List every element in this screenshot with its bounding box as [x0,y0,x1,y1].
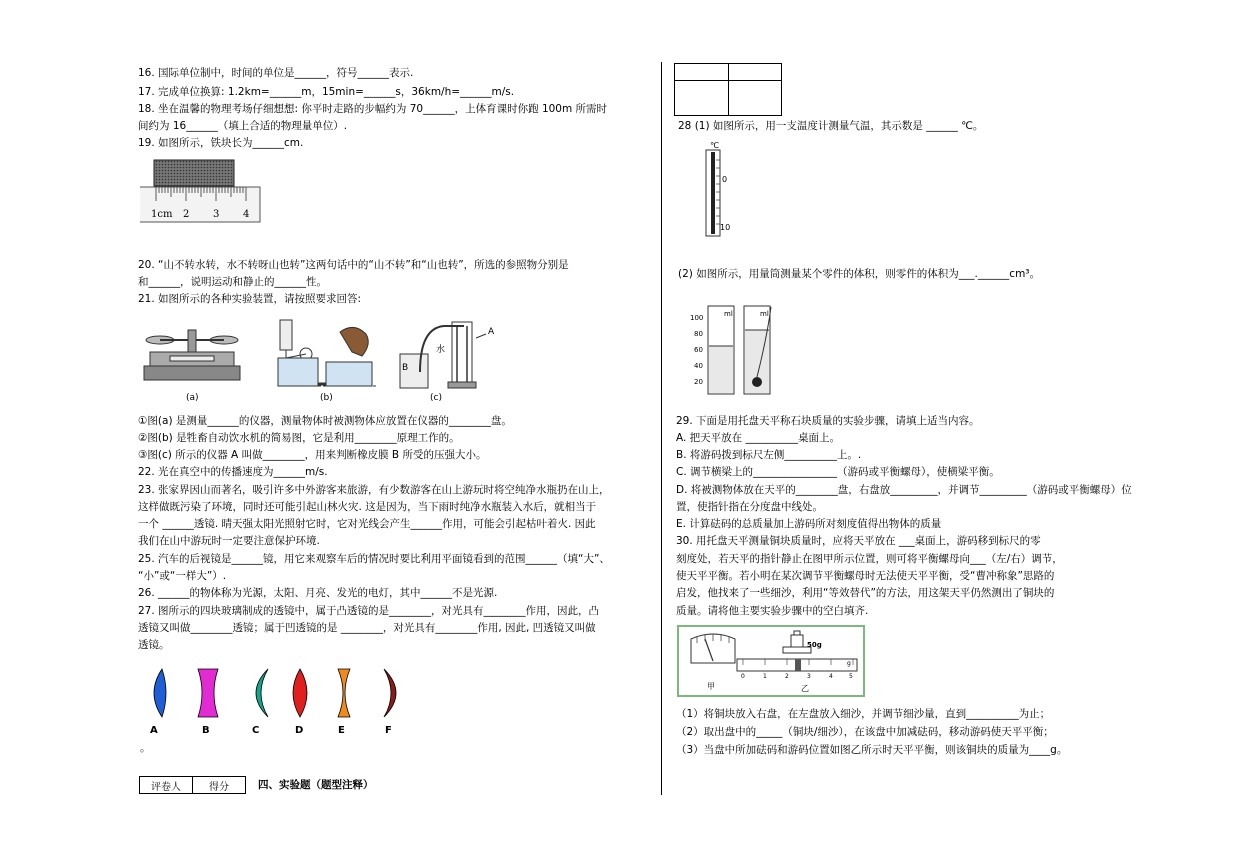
question-29-D2: 置，使指针指在分度盘中线处。 [676,501,823,513]
cyl-tick-40: 40 [694,362,703,370]
question-30-step2: （2）取出盘中的_____（铜块/细沙），在该盘中加减砝码，移动游码使天平平衡； [676,726,1054,738]
balance-apparatus [144,330,240,380]
question-26: 26. ______的物体称为光源，太阳、月亮、发光的电灯，其中______不是光源. [138,587,498,599]
lens-D [293,669,307,717]
question-21-part2: ②图(b) 是牲畜自动饮水机的简易图，它是利用________原理工作的。 [138,432,460,444]
lens-C [256,669,268,717]
lenses-figure [140,663,420,739]
question-30-step3: （3）当盘中所加砝码和游码位置如图乙所示时天平平衡，则该铜块的质量为____g。 [676,744,1068,756]
question-23-line4: 我们在山中游玩时一定要注意保护环境. [138,535,320,547]
question-30-line3: 使天平平衡。若小明在某次调节平衡螺母时无法使天平平衡，受“曹冲称象”思路的 [676,570,1055,582]
question-29-A: A. 把天平放在 __________桌面上。 [676,432,841,444]
section-4-title: 四、实验题（题型注释） [258,779,374,791]
question-29-C: C. 调节横梁上的________________（游码或平衡螺母），使横梁平衡。 [676,466,1000,478]
question-30-line4: 启发，他找来了一些细沙，利用“等效替代”的方法，用这架天平仍然测出了铜块的 [676,587,1055,599]
lens-label-E: E [338,725,345,736]
question-29-E: E. 计算砝码的总质量加上游码所对刻度值得出物体的质量 [676,518,942,530]
trailing-dot: 。 [140,742,151,754]
lens-label-F: F [385,725,392,736]
question-30-line2: 刻度处，若天平的指针静止在图甲所示位置，则可将平衡螺母向___（左/右）调节， [676,553,1063,565]
cyl-tick-20: 20 [694,378,703,386]
ruler-tick-1cm: 1cm [151,209,173,220]
label-B: B [402,363,409,373]
question-27-line2: 透镜又叫做________透镜；属于凹透镜的是 ________，对光具有________作用, 因此, 凹透镜又叫做 [138,622,596,634]
question-23-line1: 23. 张家界因山而著名，吸引许多中外游客来旅游，有少数游客在山上游玩时将空纯净水瓶扔在山上， [138,484,610,496]
fig30-caption-yi: 乙 [801,684,809,693]
question-21-part1: ①图(a) 是测量______的仪器，测量物体时被测物体应放置在仪器的________盘。 [138,415,512,427]
ruler-tick-3: 3 [213,209,220,220]
question-16: 16. 国际单位制中，时间的单位是______，符号______表示. [138,67,414,79]
question-18-line1: 18. 坐在温馨的物理考场仔细想想: 你平时走路的步幅约为 70______，上体育课时你跑 100m 所需时 [138,103,608,115]
fig30-caption-jia: 甲 [707,682,715,691]
ruler-tick-4: 4 [243,209,250,220]
thermo-label-10: 10 [720,223,731,232]
question-23-line3: 一个 ______透镜. 晴天强太阳光照射它时，它对光线会产生______作用，可能会引起枯叶着火. 因此 [138,518,596,530]
label-water: 水 [436,345,446,355]
lens-F [384,669,396,717]
lens-label-D: D [295,725,304,736]
question-18-line2: 间约为 16______（填上合适的物理量单位）. [138,120,348,132]
score-table [139,776,246,794]
cyl-unit-right: ml [760,310,769,318]
question-21-part3: ③图(c) 所示的仪器 A 叫做________，用来判断橡皮膜 B 所受的压强大小。 [138,449,487,461]
question-25-line2: “小”或“一样大”）. [138,570,227,582]
lens-label-C: C [252,725,260,736]
question-20-line1: 20. “山不转水转，水不转呀山也转”这两句话中的“山不转”和“山也转”，所选的参照物分别是 [138,259,569,271]
question-29: 29. 下面是用托盘天平称石块质量的实验步骤，请填上适当内容。 [676,415,980,427]
question-20-line2: 和______，说明运动和静止的______性。 [138,276,327,288]
thermo-unit: ℃ [710,141,719,150]
lens-label-A: A [150,725,158,736]
cyl-tick-80: 80 [694,330,703,338]
caption-a: (a) [186,393,199,403]
drinking-device [278,320,378,386]
ruler-tick-2: 2 [183,209,190,220]
question-21: 21. 如图所示的各种实验装置，请按照要求回答: [138,293,362,305]
fig30-scale-0: 0 [741,673,745,680]
lens-E [338,669,350,717]
cyl-tick-60: 60 [694,346,703,354]
caption-c: (c) [430,393,442,403]
manometer [400,322,486,388]
question-27-line3: 透镜。 [138,639,170,651]
caption-b: (b) [320,393,333,403]
question-28-part2: (2) 如图所示，用量筒测量某个零件的体积，则零件的体积为___.______cm³。 [678,268,1041,280]
question-28-part1: 28 (1) 如图所示，用一支温度计测量气温，其示数是 ______ ℃。 [678,120,984,132]
iron-block [154,160,234,186]
fig30-scale-4: 4 [829,673,833,680]
fig30-weight-label: 50g [807,641,822,649]
cyl-unit-left: ml [724,310,733,318]
fig30-scale-2: 2 [785,673,789,680]
reviewer-cell: 评卷人 [140,777,193,794]
fig30-scale-1: 1 [763,673,767,680]
figure-21 [140,312,520,404]
question-29-B: B. 将游码拨到标尺左侧__________上。. [676,449,862,461]
lens-label-B: B [202,725,210,736]
question-25-line1: 25. 汽车的后视镜是______镜，用它来观察车后的情况时要比利用平面镜看到的范围______（填“大”、 [138,553,610,565]
question-29-D: D. 将被测物体放在天平的________盘，右盘放_________，并调节_________（游码或平衡螺母）位 [676,484,1132,496]
label-A: A [488,327,495,337]
figure-30 [677,625,865,697]
fig30-scale-3: 3 [807,673,811,680]
fig30-unit-g: g [847,660,851,667]
lens-B [198,669,218,717]
score-cell: 得分 [193,777,246,794]
column-divider [661,62,662,795]
question-23-line2: 这样做既污染了环境，同时还可能引起山林火灾. 这是因为，当下雨时纯净水瓶装入水后，就相当于 [138,501,597,513]
fig30-scale-5: 5 [849,673,853,680]
cyl-tick-100: 100 [690,314,704,322]
question-27-line1: 27. 图所示的四块玻璃制成的透镜中，属于凸透镜的是________，对光具有________作用，因此，凸 [138,605,600,617]
thermometer-figure [690,140,740,240]
ruler-figure [140,157,262,227]
thermo-label-0: 0 [722,175,728,184]
question-17: 17. 完成单位换算: 1.2km=______m，15min=______s，36km/h=______m/s. [138,86,515,98]
cylinders-figure [690,302,790,398]
question-30-line1: 30. 用托盘天平测量铜块质量时，应将天平放在 ___桌面上，游码移到标尺的零 [676,535,1041,547]
score-grid [674,63,782,116]
lens-A [154,669,166,717]
question-22: 22. 光在真空中的传播速度为______m/s. [138,466,328,478]
question-19: 19. 如图所示，铁块长为______cm. [138,137,304,149]
question-30-step1: （1）将铜块放入右盘，在左盘放入细沙，并调节细沙量，直到__________为止； [676,708,1051,720]
question-30-line5: 质量。请将他主要实验步骤中的空白填齐. [676,605,869,617]
